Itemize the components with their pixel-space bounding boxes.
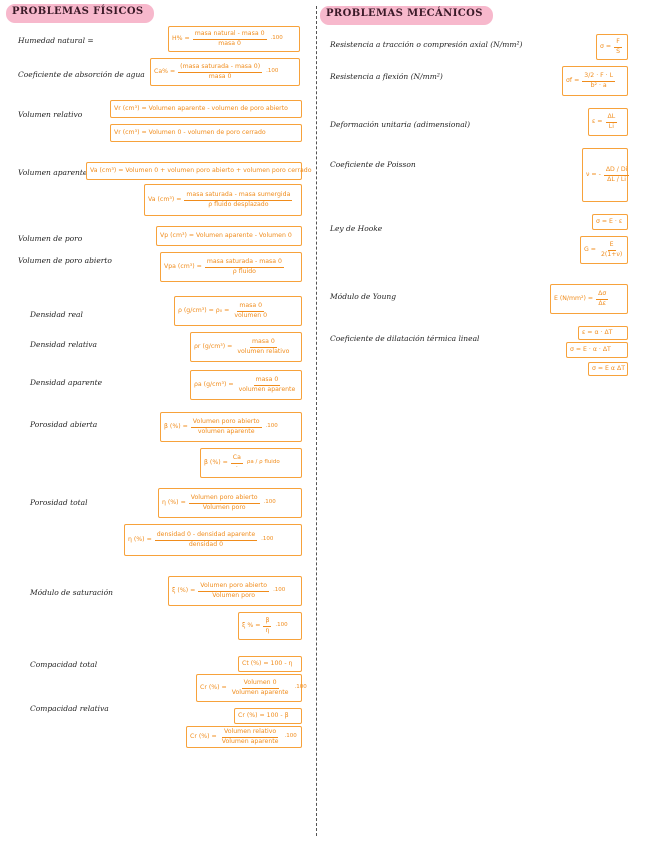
formula-hooke-law [592, 214, 628, 230]
formula-real-density [174, 296, 302, 326]
formula-line: σ = E · ε [596, 217, 623, 225]
formula-line: σ = E α ΔT [592, 364, 625, 372]
formula-apparent-density [190, 370, 302, 400]
formula-numerator: E [608, 241, 616, 250]
formula-open-porosity-1 [160, 412, 302, 442]
label-hooke-law: Ley de Hooke [330, 224, 383, 233]
formula-lhs: σ = [600, 42, 612, 50]
formula-numerator: ΔL [606, 113, 618, 122]
formula-lhs: ρr (g/cm³) = [194, 342, 233, 350]
label-flexural-strength: Resistencia a flexión (N/mm²) [330, 72, 443, 81]
formula-lhs: ε = [592, 117, 603, 125]
formula-numerator: masa saturada - masa sumergida [184, 191, 292, 200]
formula-line: Va (cm³) = Volumen 0 + volumen poro abierto + volumen poro cerrado [90, 166, 312, 174]
formula-denominator: · [235, 463, 238, 471]
formula-numerator: masa 0 [250, 338, 277, 347]
formula-numerator: masa 0 [254, 376, 281, 385]
label-real-density: Densidad real [30, 310, 83, 319]
formula-lhs: Cr (%) = [190, 732, 217, 740]
formula-lhs: η (%) = [128, 535, 152, 543]
formula-natural-humidity [168, 26, 300, 52]
formula-denominator: masa 0 [218, 39, 241, 47]
formula-flexural-strength [562, 66, 628, 96]
formula-multiplier: .100 [270, 35, 283, 42]
formula-numerator: masa 0 [237, 302, 264, 311]
formula-lhs: E (N/mm²) = [554, 294, 594, 302]
formula-lhs: Va (cm³) = [148, 195, 182, 203]
formula-numerator: densidad 0 - densidad aparente [155, 531, 257, 540]
label-apparent-density: Densidad aparente [30, 378, 103, 387]
formula-lhs: β (%) = [204, 458, 228, 466]
formula-denominator: densidad 0 [188, 540, 224, 548]
formula-line: Cr (%) = 100 - β [238, 711, 289, 719]
formula-multiplier: .100 [266, 68, 279, 75]
formula-poisson-ratio [582, 148, 628, 202]
formula-multiplier: .100 [273, 587, 286, 594]
formula-thermal-strain [578, 326, 628, 340]
label-open-porosity: Porosidad abierta [30, 420, 98, 429]
formula-denominator: volumen 0 [234, 311, 268, 319]
label-natural-humidity: Humedad natural = [18, 36, 94, 45]
formula-relative-volume-2 [110, 124, 302, 142]
formula-line: Ct (%) = 100 - η [242, 659, 293, 667]
formula-lhs: ξ % = [242, 621, 261, 629]
formula-lhs: Cr (%) = [200, 683, 227, 691]
formula-numerator: Volumen 0 [242, 679, 279, 688]
formula-lhs: ν = - [586, 170, 601, 178]
formula-denominator: 2(1+ν) [600, 250, 623, 258]
formula-numerator: Volumen poro abierto [189, 494, 260, 503]
formula-lhs: ρa (g/cm³) = [194, 380, 234, 388]
formula-total-compactness-1 [238, 656, 302, 672]
page-divider [316, 6, 317, 836]
formula-denominator: Li [608, 122, 614, 130]
formula-thermal-stress-2 [588, 362, 628, 376]
formula-numerator: Volumen relativo [222, 728, 278, 737]
formula-denominator: Volumen aparente [231, 688, 289, 696]
formula-denominator: volumen aparente [197, 427, 255, 435]
formula-tail: ρa / ρ fluido [246, 459, 280, 466]
label-total-porosity: Porosidad total [30, 498, 88, 507]
formula-line: Vr (cm³) = Volumen 0 - volumen de poro cerrado [114, 128, 266, 136]
formula-water-absorption [150, 58, 300, 86]
formula-numerator: masa saturada - masa 0 [205, 258, 284, 267]
label-axial-strength: Resistencia a tracción o compresión axial (N/mm²) [330, 40, 523, 49]
formula-axial-strength [596, 34, 628, 60]
formula-denominator: Volumen poro [212, 591, 256, 599]
label-relative-density: Densidad relativa [30, 340, 98, 349]
formula-denominator: volumen aparente [238, 385, 296, 393]
label-open-pore-volume: Volumen de poro abierto [18, 256, 112, 265]
formula-numerator: masa natural - masa 0 [193, 30, 267, 39]
formula-denominator: Volumen poro [202, 503, 246, 511]
formula-lhs: η (%) = [162, 498, 186, 506]
formula-numerator: F [614, 38, 622, 47]
formula-unit-strain [588, 108, 628, 136]
formula-lhs: ξ (%) = [172, 586, 196, 594]
label-young-modulus: Módulo de Young [330, 292, 397, 301]
formula-lhs: Ca% = [154, 67, 176, 75]
formula-denominator: ΔL / Li [607, 175, 626, 183]
formula-denominator: ρ fluido desplazado [208, 200, 269, 208]
formula-open-pore-volume [160, 252, 302, 282]
label-thermal-expansion: Coeficiente de dilatación térmica lineal [330, 334, 480, 343]
formula-denominator: η [265, 626, 270, 634]
formula-multiplier: .100 [284, 733, 297, 740]
formula-pore-volume [156, 226, 302, 246]
formula-thermal-stress-1 [566, 342, 628, 358]
label-unit-strain: Deformación unitaria (adimensional) [330, 120, 470, 129]
formula-multiplier: .100 [275, 622, 288, 629]
formula-line: σ = E · α · ΔT [570, 345, 611, 353]
formula-multiplier: .100 [261, 536, 274, 543]
formula-numerator: Ca [231, 454, 243, 463]
formula-denominator: S [616, 47, 621, 55]
formula-denominator: ρ fluido [232, 267, 256, 275]
formula-apparent-volume-2 [144, 184, 302, 216]
formula-saturation-modulus-1 [168, 576, 302, 606]
formula-denominator: masa 0 [208, 72, 232, 80]
formula-lhs: H% = [172, 34, 190, 42]
formula-total-porosity-2 [124, 524, 302, 556]
formula-lhs: G = [584, 245, 596, 253]
label-saturation-modulus: Módulo de saturación [30, 588, 113, 597]
formula-line: Vp (cm³) = Volumen aparente - Volumen 0 [160, 231, 292, 239]
formula-numerator: Volumen poro abierto [191, 418, 262, 427]
formula-shear-modulus [580, 236, 628, 264]
formula-lhs: ρ (g/cm³) = ρ₀ = [178, 306, 230, 314]
formula-denominator: volumen relativo [237, 347, 290, 355]
label-pore-volume: Volumen de poro [18, 234, 83, 243]
formula-multiplier: .100 [263, 499, 276, 506]
formula-denominator: Δε [598, 299, 606, 307]
formula-lhs: Vpa (cm³) = [164, 262, 202, 270]
formula-line: Vr (cm³) = Volumen aparente - volumen de poro abierto [114, 104, 288, 112]
formula-numerator: Volumen poro abierto [198, 582, 269, 591]
formula-lhs: β (%) = [164, 422, 188, 430]
label-water-absorption: Coeficiente de absorción de agua [18, 70, 145, 79]
formula-young-modulus [550, 284, 628, 314]
formula-total-compactness-2 [196, 674, 307, 702]
label-relative-compactness: Compacidad relativa [30, 704, 109, 713]
formula-apparent-volume-1 [86, 162, 312, 180]
formula-relative-compactness-1 [234, 708, 302, 724]
formula-total-porosity-1 [158, 488, 302, 518]
label-apparent-volume: Volumen aparente [18, 168, 88, 177]
formula-denominator: b² · a [590, 81, 607, 89]
label-total-compactness: Compacidad total [30, 660, 98, 669]
formula-numerator: 3/2 · F · L [582, 72, 615, 81]
label-poisson-ratio: Coeficiente de Poisson [330, 160, 416, 169]
formula-multiplier: .100 [294, 684, 307, 691]
formula-lhs: σf = [566, 76, 580, 84]
mechanical-problems-heading: PROBLEMAS MECÁNICOS [320, 6, 493, 25]
formula-numerator: β [263, 617, 271, 626]
formula-relative-density [190, 332, 302, 362]
formula-numerator: ΔD / Di [604, 166, 630, 175]
formula-numerator: Δσ [596, 290, 608, 299]
formula-multiplier: .100 [265, 423, 278, 430]
formula-relative-volume-1 [110, 100, 302, 118]
formula-line: ε = α · ΔT [582, 328, 613, 336]
formula-open-porosity-2 [200, 448, 302, 478]
formula-denominator: Volumen aparente [221, 737, 279, 745]
label-relative-volume: Volumen relativo [18, 110, 83, 119]
formula-relative-compactness-2 [186, 726, 302, 748]
formula-saturation-modulus-2 [238, 612, 302, 640]
physical-problems-heading: PROBLEMAS FÍSICOS [6, 4, 154, 23]
formula-numerator: (masa saturada - masa 0) [178, 63, 262, 72]
